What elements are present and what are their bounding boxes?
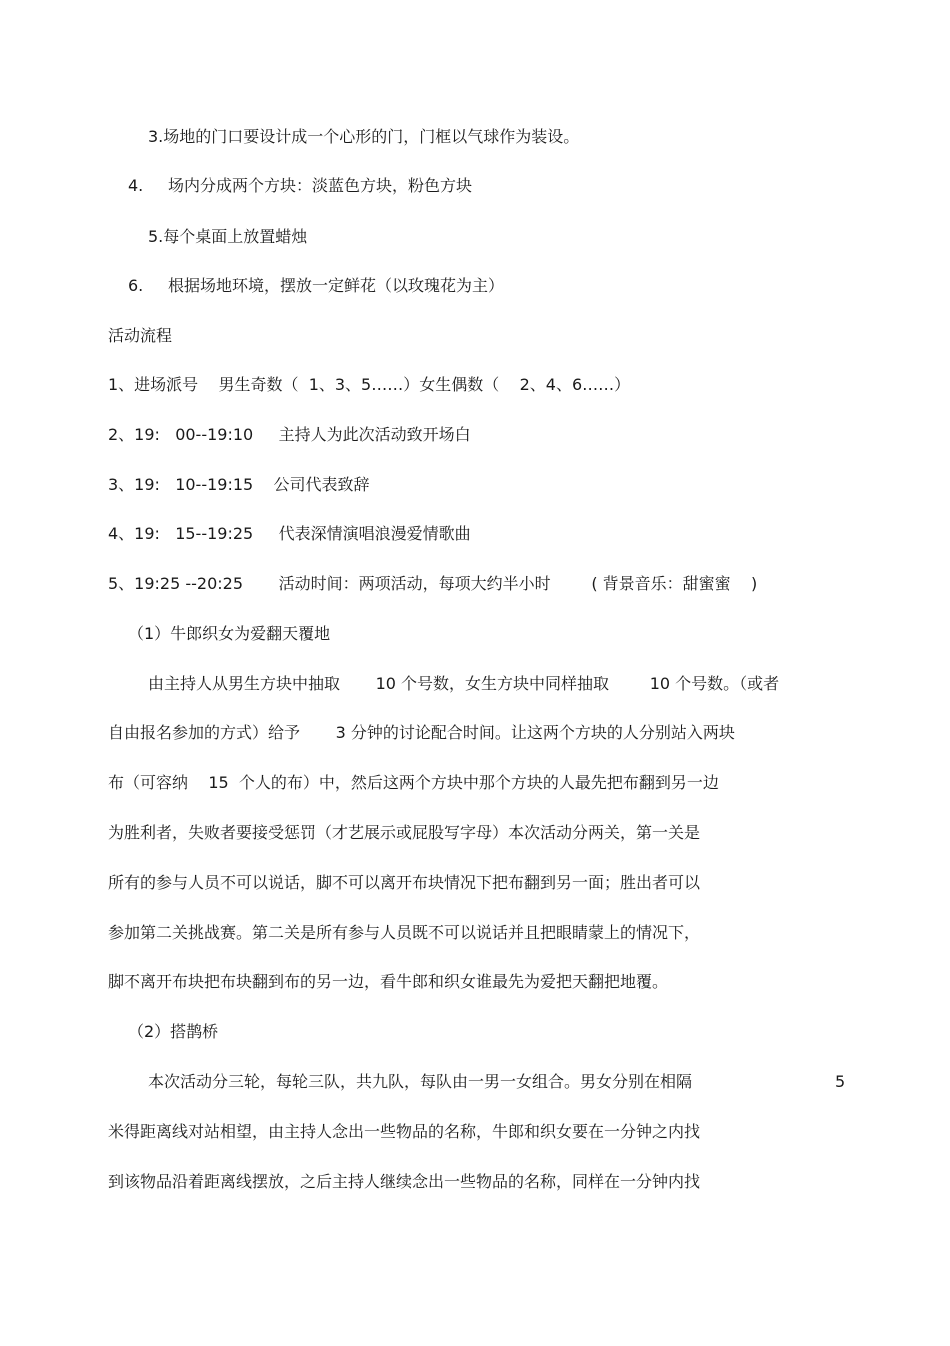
setup-item-3: 3.场地的门口要设计成一个心形的门，门框以气球作为装设。	[148, 127, 580, 146]
activity-1-line: 布（可容纳 15 个人的布）中，然后这两个方块中那个方块的人最先把布翻到另一边	[108, 773, 719, 792]
activity-2-title: （2）搭鹊桥	[128, 1022, 219, 1041]
setup-item-6-text: 根据场地环境，摆放一定鲜花（以玫瑰花为主）	[168, 276, 505, 295]
activity-2-line: 米得距离线对站相望，由主持人念出一些物品的名称，牛郎和织女要在一分钟之内找	[108, 1122, 701, 1141]
activity-1-title: （1）牛郎织女为爱翻天覆地	[128, 624, 331, 643]
setup-item-6-number: 6.	[128, 276, 144, 295]
process-step: 3、19: 10--19:15 公司代表致辞	[108, 475, 370, 494]
process-heading: 活动流程	[108, 326, 173, 345]
process-step: 1、进场派号 男生奇数（ 1、3、5……）女生偶数（ 2、4、6……）	[108, 375, 631, 394]
activity-2-line: 到该物品沿着距离线摆放，之后主持人继续念出一些物品的名称，同样在一分钟内找	[108, 1172, 701, 1191]
activity-2-line: 本次活动分三轮，每轮三队，共九队，每队由一男一女组合。男女分别在相隔	[148, 1072, 693, 1091]
process-step: 2、19: 00--19:10 主持人为此次活动致开场白	[108, 425, 471, 444]
setup-item-5: 5.每个桌面上放置蜡烛	[148, 227, 308, 246]
activity-1-line: 所有的参与人员不可以说话，脚不可以离开布块情况下把布翻到另一面；胜出者可以	[108, 873, 701, 892]
activity-1-line: 自由报名参加的方式）给予 3 分钟的讨论配合时间。让这两个方块的人分别站入两块	[108, 723, 735, 742]
activity-2-line-number: 5	[835, 1072, 846, 1091]
activity-1-line: 为胜利者，失败者要接受惩罚（才艺展示或屁股写字母）本次活动分两关，第一关是	[108, 823, 701, 842]
setup-item-4-text: 场内分成两个方块：淡蓝色方块，粉色方块	[168, 176, 473, 195]
activity-1-line: 由主持人从男生方块中抽取 10 个号数，女生方块中同样抽取 10 个号数。（或者	[148, 674, 780, 693]
process-step: 4、19: 15--19:25 代表深情演唱浪漫爱情歌曲	[108, 524, 471, 543]
process-step: 5、19:25 --20:25 活动时间：两项活动，每项大约半小时 ( 背景音乐：甜蜜蜜 )	[108, 574, 758, 593]
setup-item-4-number: 4.	[128, 176, 144, 195]
activity-1-line: 脚不离开布块把布块翻到布的另一边，看牛郎和织女谁最先为爱把天翻把地覆。	[108, 972, 669, 991]
activity-1-line: 参加第二关挑战赛。第二关是所有参与人员既不可以说话并且把眼睛蒙上的情况下，	[108, 923, 701, 942]
